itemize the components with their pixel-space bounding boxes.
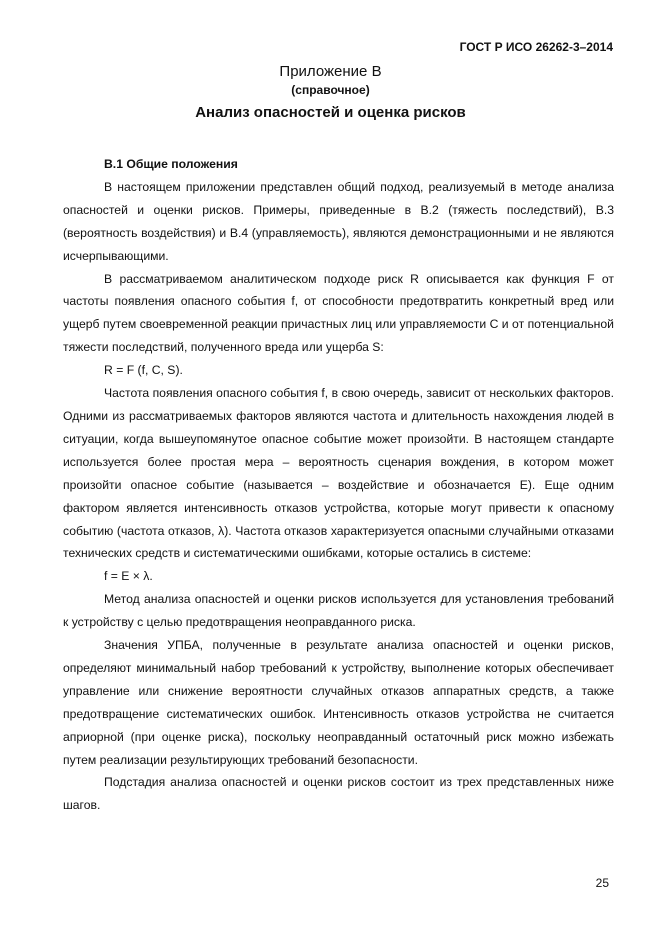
formula-risk: R = F (f, C, S).: [104, 363, 183, 378]
appendix-status: (справочное): [291, 83, 370, 97]
paragraph-method: Метод анализа опасностей и оценки рисков используется для установления требований к устройству с целью предотвращения неоправданного риска.: [63, 592, 614, 630]
paragraph-frequency: Частота появления опасного события f, в свою очередь, зависит от нескольких факторов. Одними из рассматриваемых факторов являются частота и длительность нахождения людей в ситуации, когда вышеупомянутое опасное событие может произойти. В настоящем стандарте используется более простая мера – вероятность сценария вождения, в котором может произойти опасное событие (называется – воздействие и обозначается E). Еще одним фактором является интенсивность отказов устройства, которые могут привести к опасному событию (частота отказов, λ). Частота отказов характеризуется опасными случайными отказами технических средств и систематическими ошибками, которые остались в системе:: [63, 386, 614, 561]
formula-frequency: f = E × λ.: [104, 569, 153, 584]
subsection-heading: В.1 Общие положения: [104, 157, 238, 171]
paragraph-asil: Значения УПБА, полученные в результате анализа опасностей и оценки рисков, определяют минимальный набор требований к устройству, выполнение которых обеспечивает управление или снижение вероятности случайных отказов аппаратных средств, а также предотвращение систематических ошибок. Интенсивность отказов устройства не считается априорной (при оценке риска), поскольку неоправданный остаточный риск можно избежать путем реализации результирующих требований безопасности.: [63, 638, 614, 767]
paragraph-intro: В настоящем приложении представлен общий подход, реализуемый в методе анализа опасностей и оценки рисков. Примеры, приведенные в В.2 (тяжесть последствий), В.3 (вероятность воздействия) и В.4 (управляемость), являются демонстрационными и не являются исчерпывающими.: [63, 179, 614, 263]
appendix-heading: Анализ опасностей и оценка рисков: [195, 104, 466, 121]
document-body: [63, 153, 614, 817]
appendix-title: Приложение В: [279, 63, 382, 80]
standard-code: ГОСТ Р ИСО 26262-3–2014: [459, 40, 613, 54]
page-number: 25: [595, 876, 609, 890]
paragraph-risk-function: В рассматриваемом аналитическом подходе риск R описывается как функция F от частоты появления опасного события f, от способности предотвратить конкретный вред или ущерб путем своевременной реакции причастных лиц или управляемости C и от потенциальной тяжести последствий, полученного вреда или ущерба S:: [63, 271, 614, 355]
paragraph-substage: Подстадия анализа опасностей и оценки рисков состоит из трех представленных ниже шагов.: [63, 775, 614, 813]
